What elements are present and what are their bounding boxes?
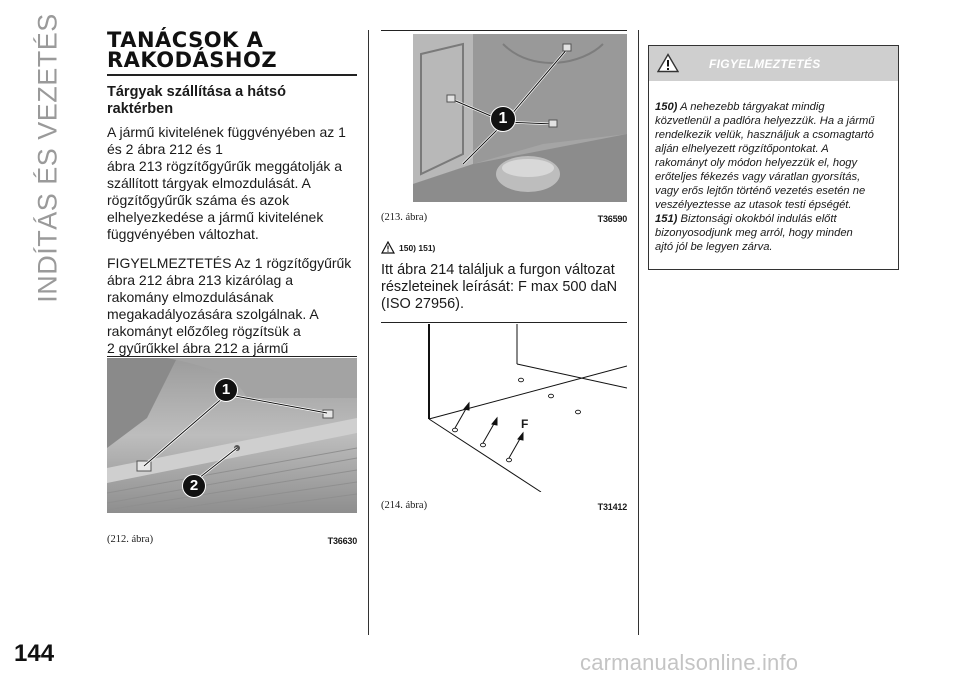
warning-line: rakományt oly módon helyezzük el, hogy: [655, 157, 858, 169]
column-middle-text: [381, 262, 621, 313]
column-left: [107, 30, 357, 374]
warning-header-label: FIGYELMEZTETÉS: [709, 57, 821, 71]
warning-item-number: 150): [655, 101, 678, 113]
chapter-title-text: INDÍTÁS ÉS VEZETÉS: [32, 13, 63, 303]
warning-body: [655, 100, 894, 254]
column-divider: [638, 30, 639, 635]
paragraph-2-line: megakadályozására szolgálnak. A: [107, 306, 319, 322]
warning-line: veszélyeztesse az utasok testi épségét.: [655, 199, 852, 211]
warning-line: bizonyosodjunk meg arról, hogy minden: [655, 227, 853, 239]
warning-references: [381, 241, 435, 254]
warning-line: alján elhelyezett rögzítőpontokat. A: [655, 143, 829, 155]
warning-line: közvetlenül a padlóra helyezzük. Ha a jármű: [655, 115, 875, 127]
warning-line: erőteljes fékezés vagy váratlan gyorsítás,: [655, 171, 861, 183]
sub-title: [107, 84, 357, 118]
figure-214: [381, 322, 627, 522]
chapter-side-title: [18, 13, 78, 303]
callout-1: 1: [214, 378, 238, 402]
figure-caption: (212. ábra): [107, 534, 154, 545]
watermark-text: carmanualsonline.info: [580, 650, 799, 675]
figure-top-rule: [381, 30, 627, 31]
force-label: F: [521, 417, 529, 431]
text-line: (ISO 27956).: [381, 296, 465, 312]
paragraph-1-line: A jármű kivitelének függvényében az 1: [107, 124, 346, 140]
column-divider: [368, 30, 369, 635]
paragraph-2-line: FIGYELMEZTETÉS Az 1 rögzítőgyűrűk: [107, 255, 352, 271]
figure-212: [107, 356, 357, 546]
figure-code: T31412: [597, 502, 627, 512]
section-title: [107, 30, 357, 76]
paragraph-1-line: szállított tárgyak elmozdulását. A: [107, 175, 311, 191]
paragraph-1-line: rögzítőgyűrűk száma és azok: [107, 192, 290, 208]
sub-title-line-1: Tárgyak szállítása a hátsó: [107, 84, 286, 100]
cargo-wall-photo: [413, 34, 627, 202]
figure-213: [381, 30, 627, 228]
sub-title-line-2: raktérben: [107, 101, 174, 117]
paragraph-1-line: függvényében változhat.: [107, 226, 259, 242]
paragraph-2-line: rakományt előzőleg rögzítsük a: [107, 323, 301, 339]
paragraph-1-line: és 2 ábra 212 és 1: [107, 141, 223, 157]
page-number: 144: [14, 640, 55, 667]
figure-214-image: [381, 324, 627, 492]
warning-header: [649, 46, 898, 81]
warning-line: rendelkezik velük, használjuk a csomagtartó: [655, 129, 874, 141]
warning-line: Biztonsági okokból indulás előtt: [680, 213, 837, 225]
callout-1: 1: [490, 106, 516, 132]
warning-triangle-icon: [381, 241, 395, 254]
section-title-line-1: TANÁCSOK A: [107, 28, 264, 52]
warning-line: ajtó jól be legyen zárva.: [655, 241, 773, 253]
paragraph-1-line: elhelyezkedése a jármű kivitelének: [107, 209, 324, 225]
warning-line: vagy erős lejtőn történő vezetés esetén ne: [655, 185, 866, 197]
callout-2: 2: [182, 474, 206, 498]
reference-numbers: 150) 151): [399, 242, 436, 253]
warning-box: [648, 45, 899, 270]
paragraph-1: [107, 124, 357, 243]
text-line: Itt ábra 214 találjuk a furgon változat: [381, 262, 615, 278]
figure-code: T36590: [597, 214, 627, 224]
paragraph-2-line: rakomány elmozdulásának: [107, 289, 274, 305]
section-title-line-2: RAKODÁSHOZ: [107, 48, 278, 72]
figure-code: T36630: [327, 536, 357, 546]
figure-caption: (214. ábra): [381, 500, 428, 511]
paragraph-2-line: ábra 212 ábra 213 kizárólag a: [107, 272, 294, 288]
warning-triangle-icon: [657, 53, 679, 73]
cargo-diagram: [381, 324, 627, 492]
figure-caption: (213. ábra): [381, 212, 428, 223]
warning-line: A nehezebb tárgyakat mindig: [680, 101, 825, 113]
paragraph-1-line: ábra 213 rögzítőgyűrűk meggátolják a: [107, 158, 343, 174]
figure-top-rule: [107, 356, 357, 357]
warning-item-number: 151): [655, 213, 678, 225]
paragraph-2-line: 2 gyűrűkkel ábra 212 a jármű: [107, 340, 289, 356]
text-line: részleteinek leírását: F max 500 daN: [381, 279, 618, 295]
figure-213-image: [413, 34, 627, 202]
figure-top-rule: [381, 322, 627, 323]
